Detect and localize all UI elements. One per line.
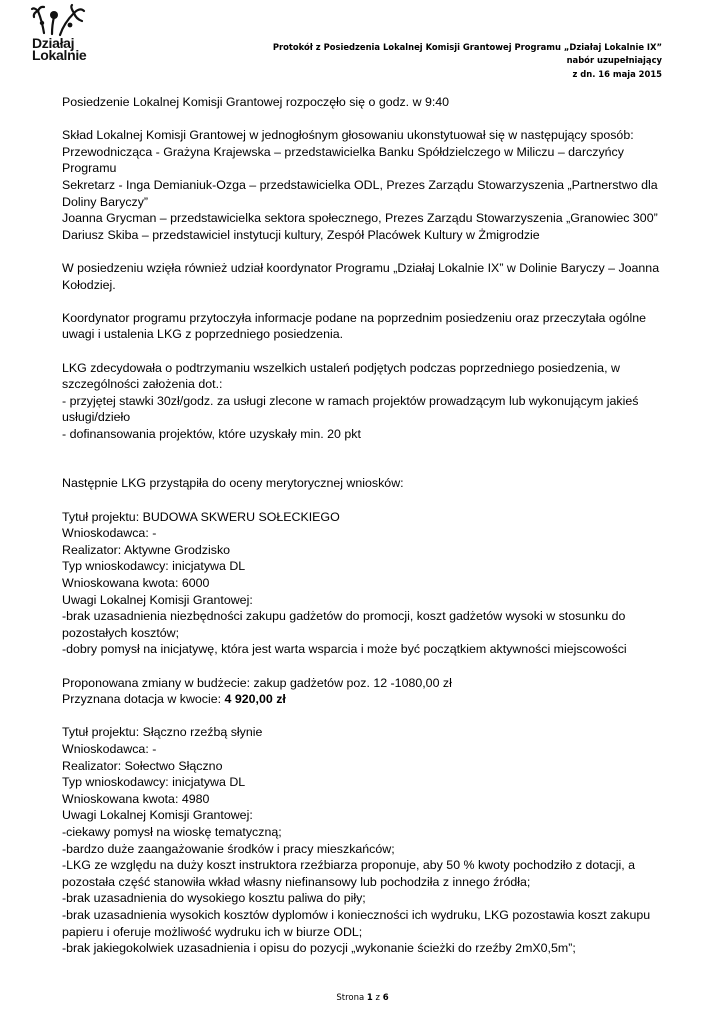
text-line: Dariusz Skiba – przedstawiciel instytucji kultury, Zespół Placówek Kultury w Żmigrodzie bbox=[62, 227, 540, 242]
project-2-section bbox=[62, 724, 662, 956]
text-line: Sekretarz - Inga Demianiuk-Ozga – przedstawicielka ODL, Prezes Zarządu Stowarzyszenia „Partnerstwo dla bbox=[62, 177, 658, 192]
footer-label: Strona bbox=[336, 993, 367, 1003]
project-1-grant bbox=[62, 691, 662, 708]
text-line: LKG zdecydowała o podtrzymaniu wszelkich ustaleń podjętych podczas poprzedniego posiedzenia, w bbox=[62, 360, 620, 375]
grant-amount: 4 920,00 zł bbox=[224, 692, 286, 707]
text-line: Kołodziej. bbox=[62, 277, 116, 292]
document-header bbox=[273, 41, 662, 81]
project-title: Tytuł projektu: BUDOWA SKWERU SOŁECKIEGO bbox=[62, 509, 340, 524]
text-line: Doliny Baryczy” bbox=[62, 194, 149, 209]
footer-total-pages: 6 bbox=[382, 993, 389, 1003]
composition-section bbox=[62, 127, 662, 243]
text-line: Realizator: Aktywne Grodzisko bbox=[62, 542, 231, 557]
text-line: papieru i oferuje możliwość wydruku ich w biurze ODL; bbox=[62, 924, 363, 939]
header-subtitle: nabór uzupełniający bbox=[566, 55, 662, 66]
text-line: Uwagi Lokalnej Komisji Grantowej: bbox=[62, 808, 253, 823]
header-date: z dn. 16 maja 2015 bbox=[572, 68, 662, 79]
text-line: Koordynator programu przytoczyła informacje podane na poprzednim posiedzeniu oraz przeczytała ogólne bbox=[62, 310, 647, 325]
footer-of: z bbox=[372, 993, 383, 1003]
text-line: - dofinansowania projektów, które uzyskały min. 20 pkt bbox=[62, 426, 361, 441]
text-line: -LKG ze względu na duży koszt instruktora rzeźbiarza proponuje, aby 50 % kwoty pochodziło z dotacji, a bbox=[62, 858, 636, 873]
text-line: Typ wnioskodawcy: inicjatywa DL bbox=[62, 559, 246, 574]
coordinator-section bbox=[62, 260, 662, 293]
text-line: pozostała część stanowiła wkład własny niefinansowy lub pochodziła z innego źródła; bbox=[62, 874, 531, 889]
text-line: -brak uzasadnienia do wysokiego kosztu paliwa do piły; bbox=[62, 891, 366, 906]
logo-line-1: Działaj bbox=[32, 35, 75, 51]
text-line: Programu bbox=[62, 161, 117, 176]
text-line: -brak uzasadnienia wysokich kosztów dyplomów i konieczności ich wydruku, LKG pozostawia koszt zakupu bbox=[62, 907, 651, 922]
text-line: -dobry pomysł na inicjatywę, która jest warta wsparcia i może być początkiem aktywności miejscowości bbox=[62, 642, 627, 657]
text-line: Wnioskodawca: - bbox=[62, 526, 157, 541]
text-line: Joanna Grycman – przedstawicielka sektora społecznego, Prezes Zarządu Stowarzyszenia „Granowiec 300” bbox=[62, 211, 658, 226]
footer-page-number: 1 bbox=[366, 993, 373, 1003]
text-line: -bardzo duże zaangażowanie środków i pracy mieszkańców; bbox=[62, 841, 395, 856]
project-1-budget-change: Proponowana zmiany w budżecie: zakup gadżetów poz. 12 -1080,00 zł bbox=[62, 675, 452, 690]
text-line: Realizator: Sołectwo Słączno bbox=[62, 758, 223, 773]
text-line: -brak jakiegokolwiek uzasadnienia i opisu do pozycji „wykonanie ścieżki do rzeźby 2mX0,5m”; bbox=[62, 941, 576, 956]
text-line: Skład Lokalnej Komisji Grantowej w jednogłośnym głosowaniu ukonstytuował się w następujący sposób: bbox=[62, 128, 634, 143]
text-line: Wnioskowana kwota: 4980 bbox=[62, 791, 210, 806]
text-line: Typ wnioskodawcy: inicjatywa DL bbox=[62, 775, 246, 790]
text-line: Przewodnicząca - Grażyna Krajewska – przedstawicielka Banku Spółdzielczego w Miliczu – darczyńcy bbox=[62, 144, 624, 159]
logo-line-2: Lokalnie bbox=[32, 47, 87, 63]
document-body bbox=[62, 94, 662, 957]
text-line: W posiedzeniu wzięła również udział koordynator Programu „Działaj Lokalnie IX” w Dolinie Baryczy – Joanna bbox=[62, 260, 660, 275]
info-section bbox=[62, 310, 662, 343]
text-line: - przyjętej stawki 30zł/godz. za usługi zlecone w ramach projektów prowadzącym lub wykonującym jakieś bbox=[62, 393, 639, 408]
text-line: pozostałych kosztów; bbox=[62, 625, 180, 640]
grant-label: Przyznana dotacja w kwocie: bbox=[62, 692, 225, 707]
text-line: Uwagi Lokalnej Komisji Grantowej: bbox=[62, 592, 253, 607]
project-1-section bbox=[62, 509, 662, 658]
project-title: Tytuł projektu: Słączno rzeźbą słynie bbox=[62, 725, 263, 740]
opening-paragraph: Posiedzenie Lokalnej Komisji Grantowej rozpoczęło się o godz. w 9:40 bbox=[62, 95, 450, 109]
text-line: Wnioskowana kwota: 6000 bbox=[62, 576, 210, 591]
text-line: uwagi i ustalenia LKG z poprzedniego posiedzenia. bbox=[62, 327, 344, 342]
text-line: -brak uzasadnienia niezbędności zakupu gadżetów do promocji, koszt gadżetów wysoki w stosunku do bbox=[62, 609, 626, 624]
evaluation-intro: Następnie LKG przystąpiła do oceny merytorycznej wniosków: bbox=[62, 476, 404, 491]
text-line: usługi/dzieło bbox=[62, 410, 131, 425]
text-line: szczególności założenia dot.: bbox=[62, 377, 223, 392]
header-title: Protokół z Posiedzenia Lokalnej Komisji Grantowej Programu „Działaj Lokalnie IX” bbox=[272, 42, 662, 52]
logo-text bbox=[32, 37, 86, 61]
decision-section bbox=[62, 360, 662, 443]
text-line: -ciekawy pomysł na wioskę tematyczną; bbox=[62, 824, 282, 839]
page-footer bbox=[0, 993, 725, 1003]
text-line: Wnioskodawca: - bbox=[62, 741, 157, 756]
